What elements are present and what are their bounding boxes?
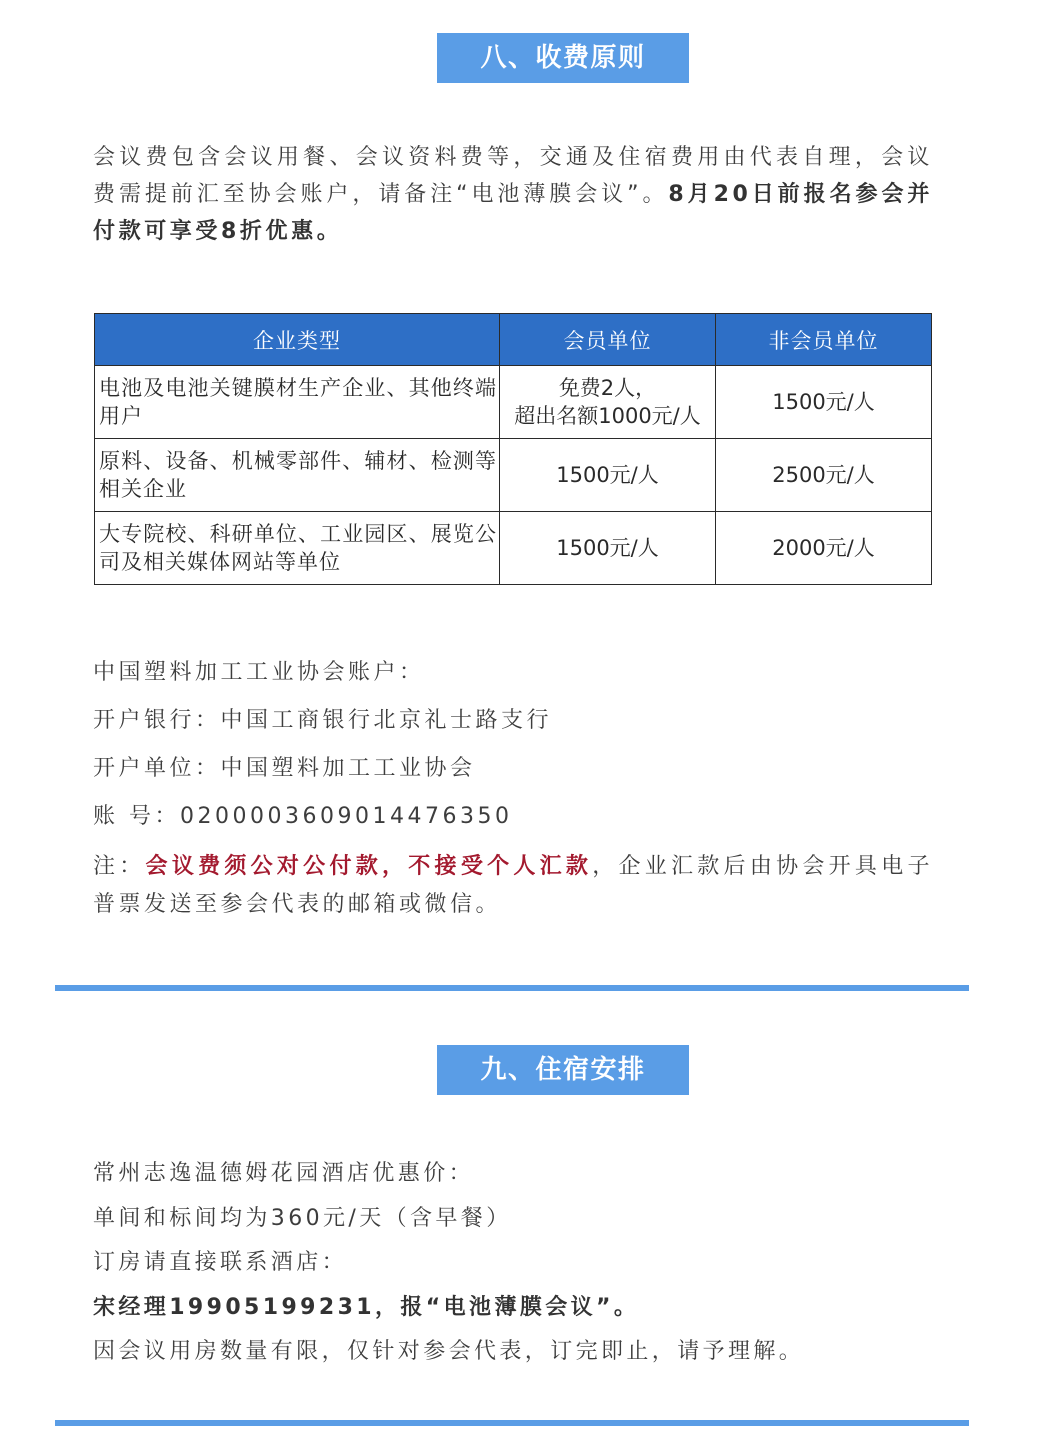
fee-table-header-row — [95, 314, 932, 366]
section-title-lodging: 九、住宿安排 — [437, 1045, 689, 1095]
member-price-line: 免费2人， — [558, 376, 657, 400]
hotel-name: 常州志逸温德姆花园酒店优惠价： — [93, 1161, 475, 1186]
account-holder: 开户单位：中国塑料加工工业协会 — [93, 756, 476, 781]
non-member-price-cell: 1500元/人 — [716, 366, 932, 439]
enterprise-type-cell: 原料、设备、机械零部件、辅材、检测等相关企业 — [95, 439, 500, 512]
header-member: 会员单位 — [500, 314, 716, 366]
account-bank: 开户银行：中国工商银行北京礼士路支行 — [93, 708, 553, 733]
payment-warning: 会议费须公对公付款，不接受个人汇款 — [145, 854, 593, 879]
non-member-price-cell: 2500元/人 — [716, 439, 932, 512]
lodging-info — [93, 1152, 973, 1375]
member-price-cell — [500, 366, 716, 439]
member-price-line: 1500元/人 — [556, 536, 659, 560]
non-member-price-cell: 2000元/人 — [716, 512, 932, 585]
section-title-fees: 八、收费原则 — [437, 33, 689, 83]
booking-contact: 宋经理19905199231，报“电池薄膜会议”。 — [93, 1294, 640, 1320]
note-prefix: 注： — [93, 854, 146, 879]
payment-note — [93, 848, 933, 924]
note-text: ，企业汇款后由协会开具电子普票发送至参会代表的邮箱或微信。 — [93, 854, 933, 917]
member-price-cell — [500, 512, 716, 585]
booking-instruction: 订房请直接联系酒店： — [93, 1250, 348, 1275]
early-bird-highlight: 8月20日前报名参会并付款可享受8折优惠。 — [93, 182, 933, 244]
enterprise-type-cell: 大专院校、科研单位、工业园区、展览公司及相关媒体网站等单位 — [95, 512, 500, 585]
section-divider — [55, 985, 969, 991]
header-enterprise-type: 企业类型 — [95, 314, 500, 366]
member-price-line: 1500元/人 — [556, 463, 659, 487]
fee-table — [94, 313, 932, 585]
account-title: 中国塑料加工工业协会账户： — [93, 660, 425, 685]
room-limit-notice: 因会议用房数量有限，仅针对参会代表，订完即止，请予理解。 — [93, 1339, 805, 1364]
room-price: 单间和标间均为360元/天（含早餐） — [93, 1205, 512, 1231]
table-row — [95, 366, 932, 439]
fee-intro-paragraph — [93, 139, 933, 250]
member-price-line: 超出名额1000元/人 — [514, 404, 701, 428]
header-non-member: 非会员单位 — [716, 314, 932, 366]
table-row — [95, 512, 932, 585]
enterprise-type-cell: 电池及电池关键膜材生产企业、其他终端用户 — [95, 366, 500, 439]
account-number: 账 号：0200003609014476350 — [93, 804, 513, 829]
account-info — [93, 649, 953, 924]
member-price-cell — [500, 439, 716, 512]
table-row — [95, 439, 932, 512]
fee-intro-text: 会议费包含会议用餐、会议资料费等，交通及住宿费用由代表自理，会议费需提前汇至协会账户，请备注“电池薄膜会议”。 — [93, 145, 933, 207]
section-divider — [55, 1420, 969, 1426]
